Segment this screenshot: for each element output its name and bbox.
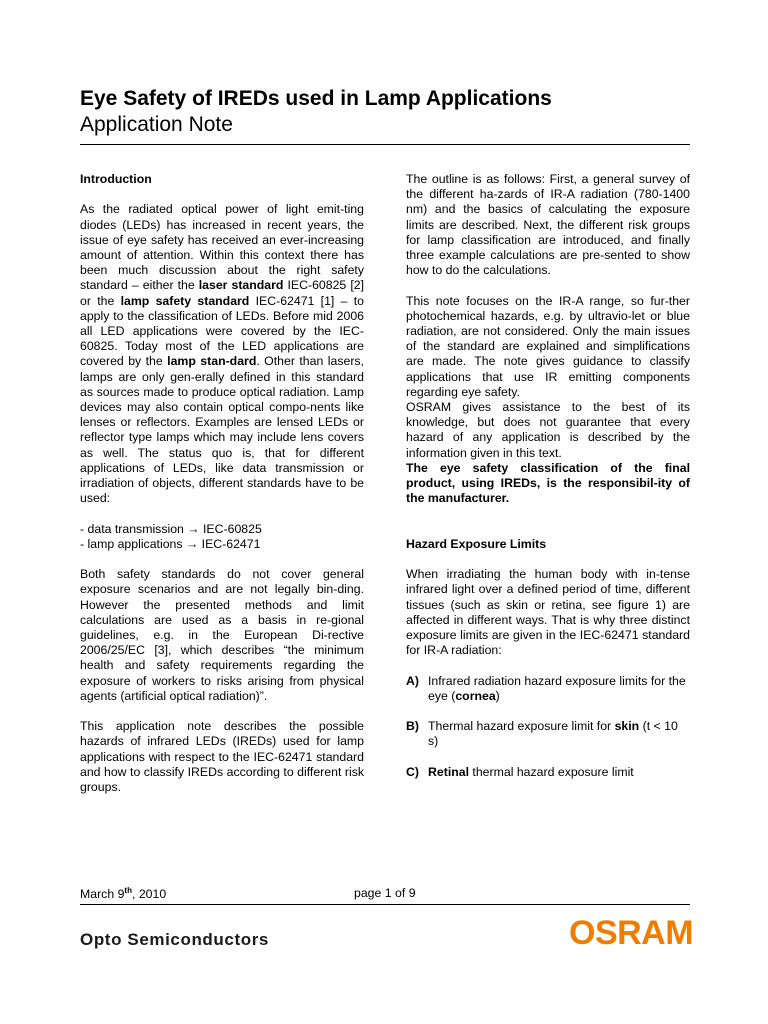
text-run: IEC-62471 [1] – to apply to the classification of LEDs. Before mid 2006 all LED applications were covered by the IEC-60825. Today most of the LED applications are covered by the <box>80 293 364 369</box>
document-header <box>80 86 690 138</box>
text-run: IEC-60825 [2] or the <box>80 278 364 308</box>
section-heading-introduction: Introduction <box>80 172 152 186</box>
date-year: , 2010 <box>131 887 167 902</box>
document-subtitle: Application Note <box>80 113 233 136</box>
text-run: ) <box>495 688 500 703</box>
list-item-text <box>428 719 690 749</box>
text-run: thermal hazard exposure limit <box>469 764 634 779</box>
document-title: Eye Safety of IREDs used in Lamp Applications <box>80 87 552 110</box>
page-number: page 1 of 9 <box>354 886 416 900</box>
text-run: Thermal hazard exposure limit for <box>428 719 615 734</box>
date-text: March 9 <box>80 887 125 902</box>
responsibility-statement: The eye safety classification of the final product, using IREDs, is the responsibil-ity of the manufacturer. <box>406 460 690 506</box>
left-column <box>80 172 364 795</box>
footer-divider <box>80 904 690 905</box>
outline-paragraph: The outline is as follows: First, a general survey of the different ha-zards of IR-A radiation (780-1400 nm) and the basics of calculating the exposure limits are described. Next, the different risk groups for lamp classification are introduced, and finally three example calculations are pre-sented to show how to do the calculations. <box>406 172 690 278</box>
list-marker: C) <box>406 764 419 779</box>
header-divider <box>80 144 690 145</box>
bold-run: cornea <box>455 688 496 703</box>
bold-run: lamp safety standard <box>120 293 250 308</box>
hazard-paragraph: When irradiating the human body with in-tense infrared light over a defined period of time, different tissues (such as skin or retina, see figure 1) are affected in different ways. That is why three distinct exposure limits are given in the IEC-62471 standard for IR-A radiation: <box>406 567 690 658</box>
bold-run: lamp stan-dard <box>167 354 257 369</box>
text-run: . Other than lasers, lamps are only gen-erally defined in this standard as sources made to produce optical radiation. Lamp devices may also contain optical compo-nents like lenses or reflectors. Examples are lensed LEDs or reflector type lamps which may include lens covers as well. The status quo is, that for different applications of LEDs, like data transmission or irradiation of objects, different standards have to be used: <box>80 354 364 506</box>
focus-paragraph: This note focuses on the IR-A range, so fur-ther photochemical hazards, e.g. by ultravio-let or blue radiation, are not considered. Only the main issues of the standard are explained and simplifications are made. The note gives guidance to classify applications that use IR emitting components regarding eye safety. <box>406 293 690 399</box>
text-run: (t < 10 s) <box>428 719 678 749</box>
standards-paragraph: Both safety standards do not cover general exposure scenarios and are not legally bin-ding. However the presented methods and limit calculations are used as a basis in re-gional guidelines, e.g. in the European Di-rective 2006/25/EC [3], which describes “the minimum health and safety requirements regarding the exposure of workers to risks arising from physical agents (artificial optical radiation)”. <box>80 567 364 703</box>
bold-run: skin <box>614 719 640 734</box>
scope-paragraph: This application note describes the possible hazards of infrared LEDs (IREDs) used for lamp applications with respect to the IEC-62471 standard and how to classify IREDs according to different risk groups. <box>80 719 364 795</box>
disclaimer-paragraph: OSRAM gives assistance to the best of its knowledge, but does not guarantee that every hazard of any application is described by the information given in this text. <box>406 400 690 460</box>
intro-paragraph <box>80 202 364 506</box>
bold-run: laser standard <box>198 278 284 293</box>
list-item-text <box>428 674 690 704</box>
list-item <box>406 674 690 704</box>
list-item: - data transmission → IEC-60825 <box>80 521 262 536</box>
section-heading-hazard-limits: Hazard Exposure Limits <box>406 536 547 551</box>
date-suffix: th <box>124 886 132 895</box>
bold-run: Retinal <box>428 764 469 779</box>
list-item <box>406 765 690 780</box>
list-marker: B) <box>406 719 419 734</box>
right-column <box>406 172 690 780</box>
osram-logo: OSRAM <box>569 914 694 952</box>
text-run: Infrared radiation hazard exposure limits for the eye ( <box>428 673 686 703</box>
list-item-text <box>428 765 690 780</box>
list-item <box>406 719 690 749</box>
division-name: Opto Semiconductors <box>80 930 269 949</box>
list-item: - lamp applications → IEC-62471 <box>80 536 261 551</box>
text-run: As the radiated optical power of light emit-ting diodes (LEDs) has increased in recent years, the issue of eye safety has received an ever-increasing amount of attention. Within this context there has been much discussion about the right safety standard – either the <box>80 202 364 293</box>
list-marker: A) <box>406 673 419 688</box>
footer-date <box>80 886 166 901</box>
